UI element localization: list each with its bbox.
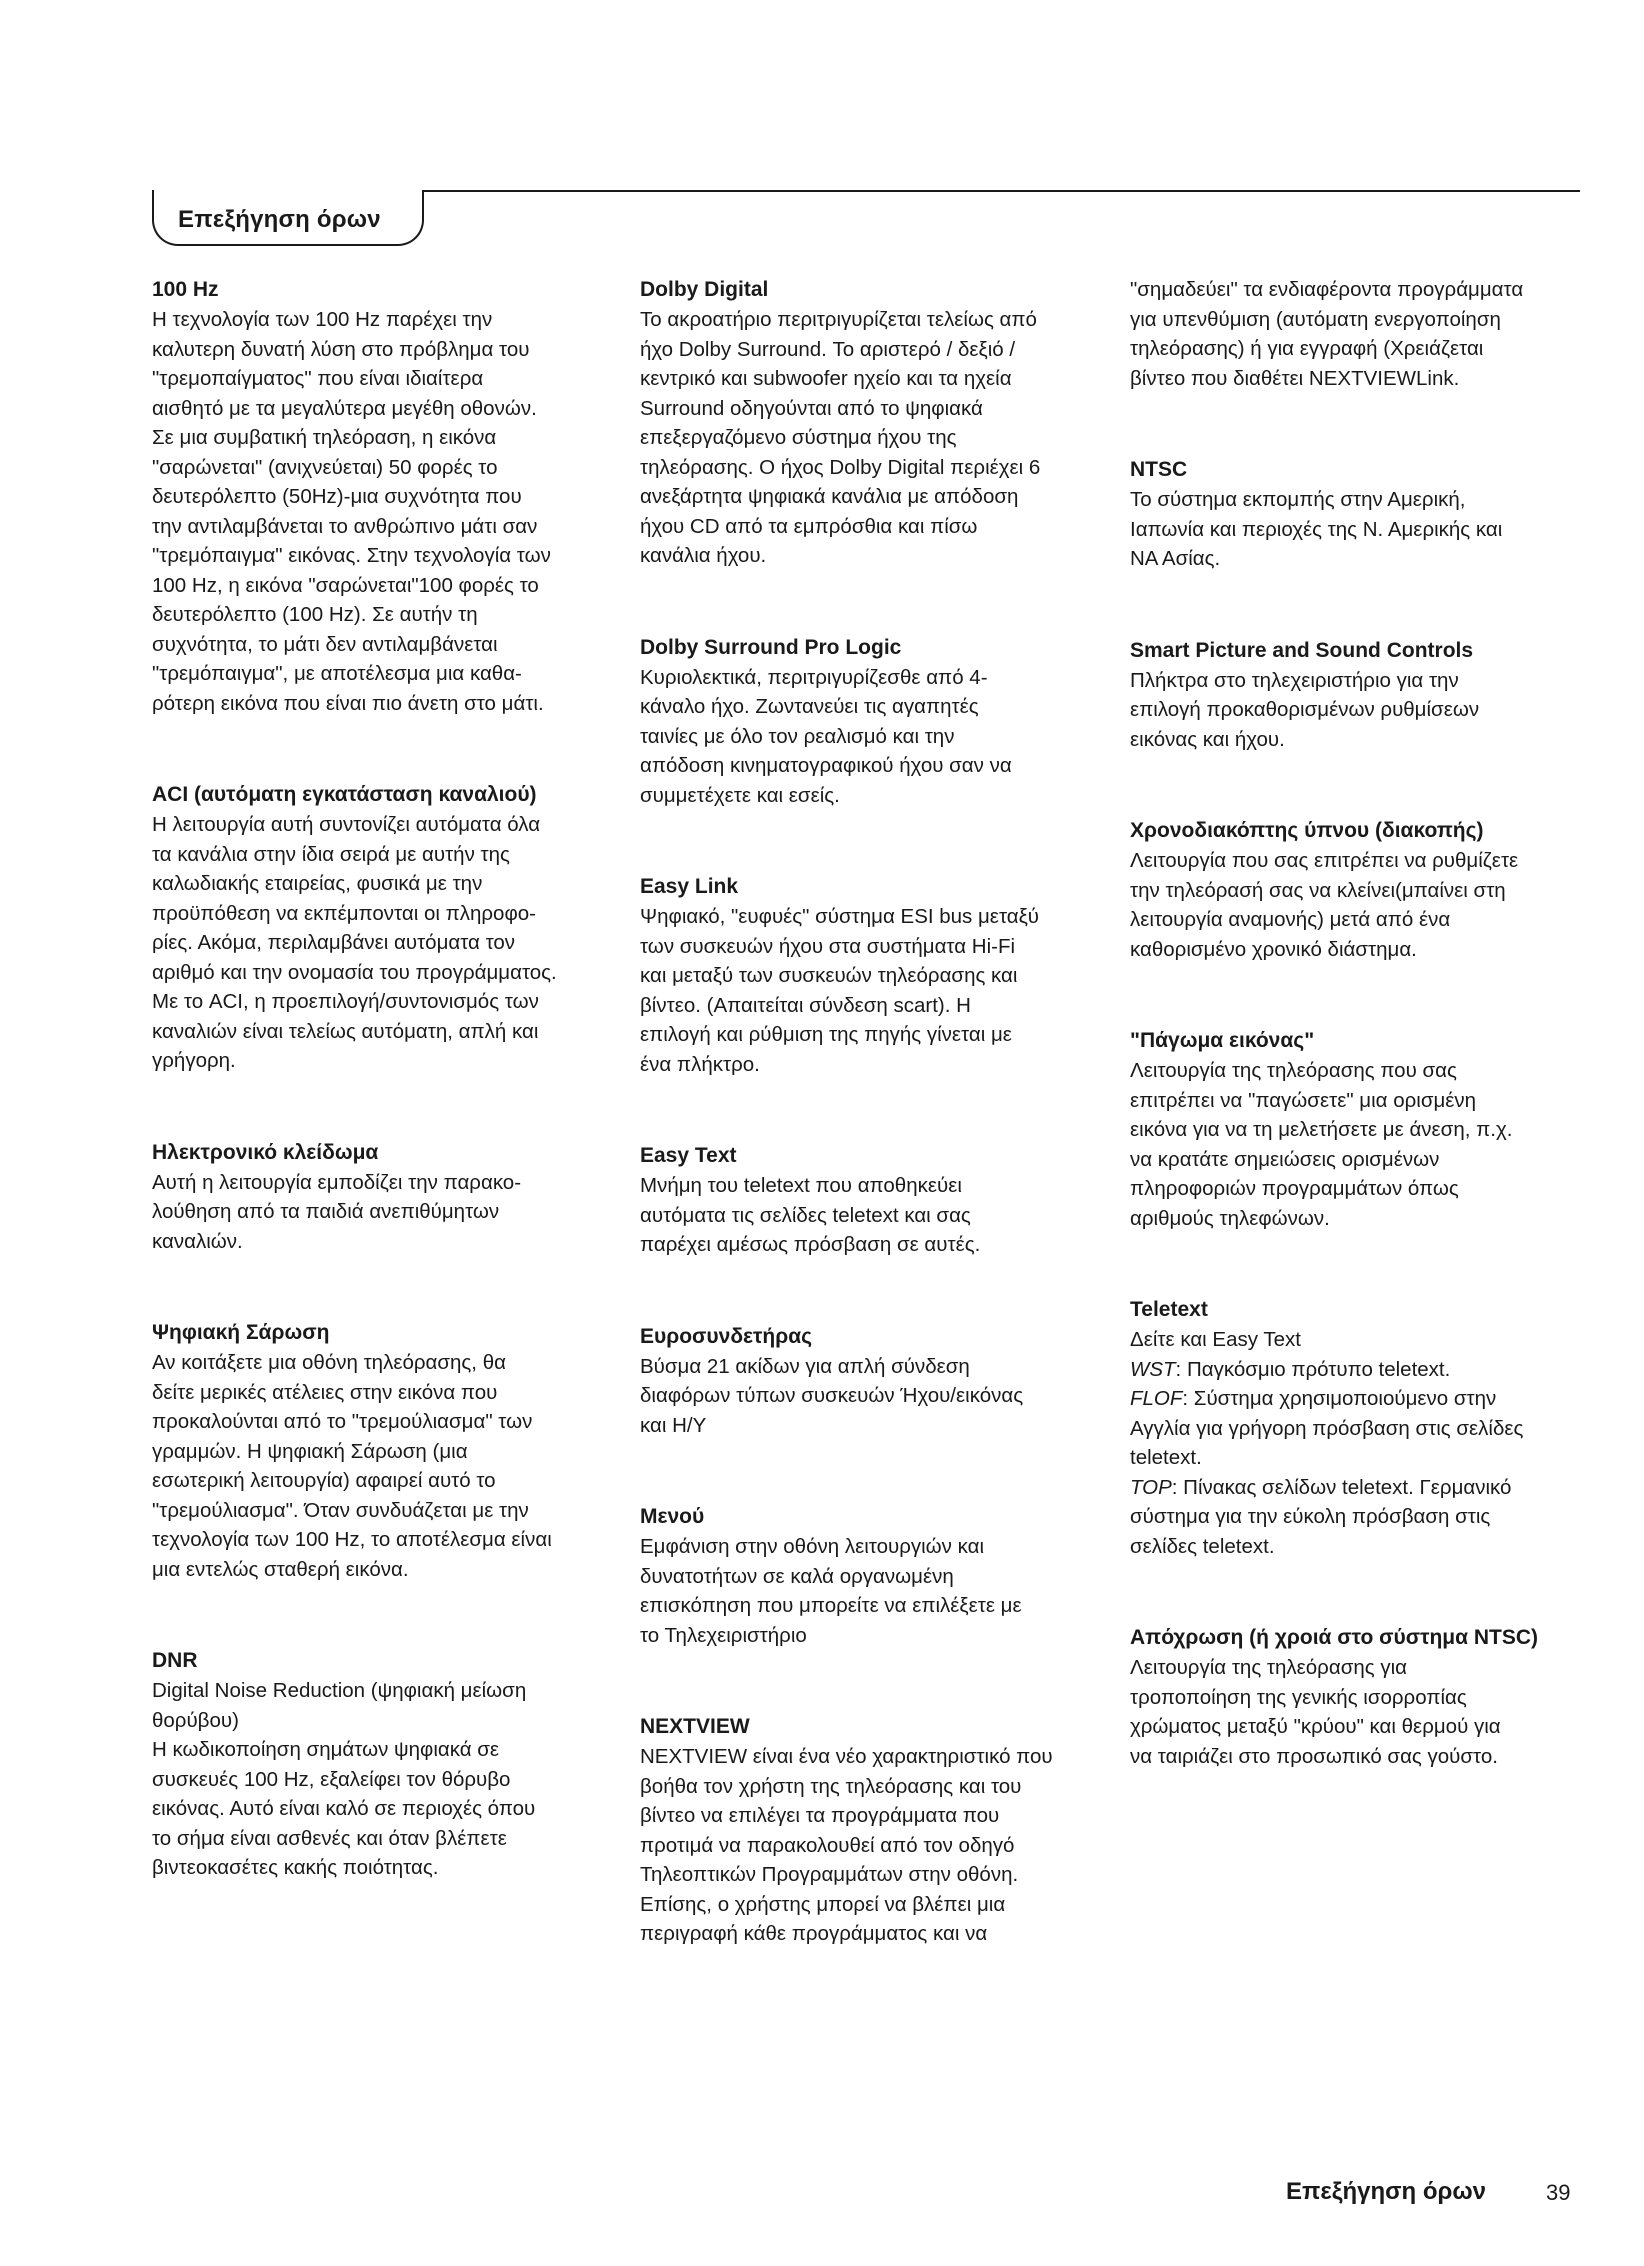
glossary-entry: [1130, 636, 1585, 755]
glossary-definition: [152, 1168, 607, 1257]
text-line: βίντεο να επιλέγει τα προγράμματα που: [640, 1804, 1000, 1827]
glossary-definition: [152, 1676, 607, 1883]
text-line: το Τηλεχειριστήριο: [640, 1623, 807, 1647]
text-line: [1130, 1502, 1585, 1532]
glossary-definition: [640, 663, 1095, 811]
glossary-definition: [640, 1352, 1095, 1441]
glossary-term: ACI (αυτόματη εγκατάσταση καναλιού): [152, 783, 537, 806]
glossary-entry: [640, 872, 1095, 1079]
text-line: [1130, 1473, 1585, 1503]
text-line: [1130, 1443, 1585, 1473]
text-line: συμμετέχετε και εσείς.: [640, 783, 840, 807]
text-line: κανάλια ήχου.: [640, 544, 767, 567]
entry-spacer: [152, 1584, 607, 1646]
text-line: δευτερόλεπτο (100 Hz). Σε αυτήν τη: [152, 603, 478, 626]
text-line: Βύσμα 21 ακίδων για απλή σύνδεση: [640, 1354, 970, 1378]
glossary-definition: [640, 902, 1095, 1079]
text-line: Λειτουργία που σας επιτρέπει να ρυθμίζετε: [1130, 849, 1519, 872]
glossary-term: Dolby Surround Pro Logic: [640, 635, 902, 659]
glossary-entry: [152, 1138, 607, 1257]
text-line: καναλιών.: [152, 1229, 243, 1253]
entry-spacer: [1130, 1561, 1585, 1623]
text-line: δευτερόλεπτο (50Hz)-μια συχνότητα που: [152, 485, 522, 508]
abbreviation: WST: [1130, 1357, 1176, 1381]
text-line: τηλεόρασης) ή για εγγραφή (Χρειάζεται: [1130, 337, 1484, 360]
text-line: Surround οδηγούνται από το ψηφιακά: [640, 396, 983, 420]
glossary-term: Ψηφιακή Σάρωση: [152, 1321, 330, 1344]
entry-spacer: [1130, 964, 1585, 1026]
text-line: επισκόπηση που μπορείτε να επιλέξετε με: [640, 1594, 1022, 1617]
page-number: 39: [1546, 2180, 1571, 2205]
text-line: "τρεμοπαίγματος" που είναι ιδιαίτερα: [152, 367, 484, 390]
text-line: προϋπόθεση να εκπέμπονται οι πληροφο-: [152, 901, 536, 925]
text-line: βίντεο που διαθέτει NEXTVIEWLink.: [1130, 366, 1460, 390]
glossary-entry: [1130, 1295, 1585, 1561]
text-line: και Η/Υ: [640, 1413, 707, 1437]
text-line: παρέχει αμέσως πρόσβαση σε αυτές.: [640, 1233, 981, 1256]
text-line: ήχου CD από τα εμπρόσθια και πίσω: [640, 514, 978, 538]
text-line: δυνατοτήτων σε καλά οργανωμένη: [640, 1564, 954, 1588]
text-line: δείτε μερικές ατέλειες στην εικόνα που: [152, 1380, 498, 1404]
text-line: επιλογή προκαθορισμένων ρυθμίσεων: [1130, 698, 1480, 721]
text-line: Κυριολεκτικά, περιτριγυρίζεσθε από 4-: [640, 665, 988, 689]
text-line: ανεξάρτητα ψηφιακά κανάλια με απόδοση: [640, 485, 1019, 508]
text-line: την αντιλαμβάνεται το ανθρώπινο μάτι σαν: [152, 514, 538, 538]
text-line: NEXTVIEW είναι ένα νέο χαρακτηριστικό που: [640, 1745, 1053, 1768]
text-line: να ταιριάζει στο προσωπικό σας γούστο.: [1130, 1744, 1498, 1768]
glossary-entry: [152, 780, 607, 1076]
text-line: [1130, 1414, 1585, 1444]
text-line: Αυτή η λειτουργία εμποδίζει την παρακο-: [152, 1170, 522, 1194]
text-line: Ιαπωνία και περιοχές της Ν. Αμερικής και: [1130, 517, 1503, 541]
text-line: Digital Noise Reduction (ψηφιακή μείωση: [152, 1679, 527, 1702]
text-line: Πλήκτρα στο τηλεχειριστήριο για την: [1130, 668, 1459, 692]
text-line: προκαλούνται από το "τρεμούλιασμα" των: [152, 1410, 533, 1433]
text-line: Δείτε και Easy Text: [1130, 1328, 1301, 1351]
footer-title: Επεξήγηση όρων: [1286, 2178, 1487, 2205]
glossary-definition: [640, 1532, 1095, 1650]
glossary-term: Μενού: [640, 1505, 705, 1528]
glossary-definition: [640, 1171, 1095, 1260]
entry-spacer: [152, 1076, 607, 1138]
glossary-entry: [152, 275, 607, 718]
glossary-term: Ηλεκτρονικό κλείδωμα: [152, 1140, 379, 1164]
glossary-term: NEXTVIEW: [640, 1715, 750, 1738]
text-line: αισθητό με τα μεγαλύτερα μεγέθη οθονών.: [152, 396, 537, 420]
page-title: Επεξήγηση όρων: [178, 206, 381, 233]
text-line: πληροφοριών προγραμμάτων όπως: [1130, 1177, 1459, 1200]
glossary-definition: [152, 305, 607, 718]
glossary-definition: [1130, 1325, 1585, 1561]
glossary-term: Easy Link: [640, 875, 739, 898]
text-line: Ψηφιακό, "ευφυές" σύστημα ESI bus μεταξύ: [640, 905, 1039, 928]
definition-text: : Σύστημα χρησιμοποιούμενο στην: [1182, 1387, 1497, 1410]
glossary-entry: [1130, 1026, 1585, 1233]
text-line: κάναλο ήχο. Ζωντανεύει τις αγαπητές: [640, 695, 979, 718]
text-line: λούθηση από τα παιδιά ανεπιθύμητων: [152, 1200, 500, 1223]
entry-spacer: [640, 1079, 1095, 1141]
text-line: βίντεο. (Απαιτείται σύνδεση scart). Η: [640, 993, 971, 1017]
text-line: αυτόματα τις σελίδες teletext και σας: [640, 1203, 971, 1227]
glossary-entry: [640, 1712, 1095, 1949]
text-line: τηλεόρασης. Ο ήχος Dolby Digital περιέχει 6: [640, 455, 1041, 479]
text-line: συσκευές 100 Hz, εξαλείφει τον θόρυβο: [152, 1767, 511, 1791]
text-line: Με το ACI, η προεπιλογή/συντονισμός των: [152, 990, 539, 1013]
text-line: μια εντελώς σταθερή εικόνα.: [152, 1557, 409, 1581]
entry-spacer: [1130, 393, 1585, 455]
glossary-definition: [640, 305, 1095, 571]
text-line: να κρατάτε σημειώσεις ορισμένων: [1130, 1147, 1440, 1171]
column-2: [640, 275, 1095, 1949]
glossary-term: Dolby Digital: [640, 278, 769, 301]
text-line: βοήθα τον χρήστη της τηλεόρασης και του: [640, 1774, 1022, 1798]
text-line: τροποποίηση της γενικής ισορροπίας: [1130, 1685, 1467, 1709]
entry-spacer: [152, 1256, 607, 1318]
text-line: ΝΑ Ασίας.: [1130, 547, 1221, 570]
text-line: κεντρικό και subwoofer ηχείο και τα ηχεία: [640, 367, 1012, 390]
text-line: ρίες. Ακόμα, περιλαμβάνει αυτόματα τον: [152, 931, 516, 954]
glossary-definition: [1130, 1056, 1585, 1233]
abbreviation: FLOF: [1130, 1387, 1183, 1410]
text-line: Το ακροατήριο περιτριγυρίζεται τελείως από: [640, 308, 1037, 331]
text-line: Επίσης, ο χρήστης μπορεί να βλέπει μια: [640, 1892, 1006, 1916]
text-line: επιτρέπει να "παγώσετε" μια ορισμένη: [1130, 1088, 1477, 1112]
entry-spacer: [640, 1260, 1095, 1322]
glossary-entry: [640, 275, 1095, 571]
text-line: ένα πλήκτρο.: [640, 1052, 760, 1076]
glossary-term: Smart Picture and Sound Controls: [1130, 638, 1474, 662]
glossary-entry: [1130, 275, 1585, 393]
text-line: "τρεμόπαιγμα", με αποτέλεσμα μια καθα-: [152, 662, 522, 685]
glossary-term: Ευροσυνδετήρας: [640, 1324, 813, 1348]
glossary-entry: [640, 633, 1095, 811]
entry-spacer: [1130, 574, 1585, 636]
text-line: [1130, 1532, 1585, 1562]
entry-spacer: [640, 810, 1095, 872]
text-line: τεχνολογία των 100 Hz, το αποτέλεσμα είναι: [152, 1528, 552, 1551]
text-line: αριθμό και την ονομασία του προγράμματος.: [152, 960, 557, 984]
text-line: Το σύστημα εκπομπής στην Αμερική,: [1130, 488, 1466, 511]
text-line: Λειτουργία της τηλεόρασης για: [1130, 1656, 1407, 1679]
text-line: γρήγορη.: [152, 1049, 236, 1072]
text-line: "τρεμόπαιγμα" εικόνας. Στην τεχνολογία των: [152, 544, 551, 567]
text-line: Η λειτουργία αυτή συντονίζει αυτόματα όλα: [152, 813, 541, 836]
glossary-definition: [1130, 485, 1585, 574]
text-line: επεξεργαζόμενο σύστημα ήχου της: [640, 426, 957, 449]
glossary-entry: [152, 1646, 607, 1883]
text-line: θορύβου): [152, 1708, 239, 1732]
text-line: απόδοση κινηματογραφικού ήχου σαν να: [640, 754, 1012, 777]
text-line: Μνήμη του teletext που αποθηκεύει: [640, 1174, 962, 1197]
glossary-definition: [152, 810, 607, 1076]
text-line: εικόνας και ήχου.: [1130, 727, 1285, 751]
entry-spacer: [1130, 754, 1585, 816]
glossary-term: 100 Hz: [152, 278, 219, 301]
text-line: επιλογή και ρύθμιση της πηγής γίνεται με: [640, 1023, 1012, 1046]
text-line: των συσκευών ήχου στα συστήματα Hi-Fi: [640, 934, 1016, 958]
text-line: καλωδιακής εταιρείας, φυσικά με την: [152, 872, 483, 895]
abbreviation: TOP: [1130, 1475, 1172, 1499]
text-line: εικόνας. Αυτό είναι καλό σε περιοχές όπου: [152, 1797, 536, 1820]
glossary-term: NTSC: [1130, 458, 1188, 481]
glossary-definition: [640, 1742, 1095, 1949]
definition-text: : Πίνακας σελίδων teletext. Γερμανικό: [1171, 1475, 1512, 1499]
glossary-entry: [1130, 1623, 1585, 1771]
text-line: για υπενθύμιση (αυτόματη ενεργοποίηση: [1130, 307, 1501, 331]
text-line: διαφόρων τύπων συσκευών Ήχου/εικόνας: [640, 1384, 1024, 1407]
entry-spacer: [1130, 1233, 1585, 1295]
glossary-term: Easy Text: [640, 1144, 737, 1167]
definition-text: σελίδες teletext.: [1130, 1534, 1275, 1558]
text-line: ήχο Dolby Surround. Το αριστερό / δεξιό /: [640, 337, 1016, 361]
glossary-entry: [640, 1502, 1095, 1650]
text-line: Η τεχνολογία των 100 Hz παρέχει την: [152, 308, 493, 331]
text-line: "σημαδεύει" τα ενδιαφέροντα προγράμματα: [1130, 278, 1524, 301]
definition-text: teletext.: [1130, 1446, 1202, 1469]
text-line: καθορισμένο χρονικό διάστημα.: [1130, 937, 1417, 961]
glossary-entry: [640, 1141, 1095, 1260]
entry-spacer: [152, 718, 607, 780]
glossary-entry: [640, 1322, 1095, 1441]
text-line: εικόνα για να τη μελετήσετε με άνεση, π.χ.: [1130, 1118, 1513, 1141]
text-line: περιγραφή κάθε προγράμματος και να: [640, 1922, 988, 1945]
glossary-definition: [1130, 275, 1585, 393]
glossary-term: DNR: [152, 1649, 198, 1672]
text-line: Εμφάνιση στην οθόνη λειτουργιών και: [640, 1535, 985, 1558]
text-line: [1130, 1384, 1585, 1414]
text-line: συχνότητα, το μάτι δεν αντιλαμβάνεται: [152, 632, 498, 656]
text-line: Η κωδικοποίηση σημάτων ψηφιακά σε: [152, 1738, 500, 1761]
text-line: [1130, 1355, 1585, 1385]
text-line: "σαρώνεται" (ανιχνεύεται) 50 φορές το: [152, 455, 498, 479]
text-line: την τηλεόρασή σας να κλείνει(μπαίνει στη: [1130, 878, 1506, 902]
text-line: χρώματος μεταξύ "κρύου" και θερμού για: [1130, 1715, 1501, 1738]
column-1: [152, 275, 607, 1883]
text-line: ρότερη εικόνα που είναι πιο άνετη στο μάτι.: [152, 691, 544, 715]
text-line: Σε μια συμβατική τηλεόραση, η εικόνα: [152, 426, 497, 449]
text-line: και μεταξύ των συσκευών τηλεόρασης και: [640, 964, 1018, 987]
glossary-definition: [1130, 1653, 1585, 1771]
text-line: αριθμούς τηλεφώνων.: [1130, 1206, 1330, 1230]
column-3: [1130, 275, 1585, 1771]
text-line: Αν κοιτάξετε μια οθόνη τηλεόρασης, θα: [152, 1351, 506, 1374]
text-line: καναλιών είναι τελείως αυτόματη, απλή και: [152, 1019, 539, 1043]
glossary-entry: [1130, 455, 1585, 574]
text-line: γραμμών. Η ψηφιακή Σάρωση (μια: [152, 1439, 468, 1463]
entry-spacer: [640, 571, 1095, 633]
definition-text: : Παγκόσμιο πρότυπο teletext.: [1175, 1357, 1451, 1381]
text-line: Τηλεοπτικών Προγραμμάτων στην οθόνη.: [640, 1863, 1019, 1886]
glossary-term: Χρονοδιακόπτης ύπνου (διακοπής): [1130, 819, 1484, 842]
glossary-definition: [1130, 846, 1585, 964]
text-line: ταινίες με όλο τον ρεαλισμό και την: [640, 724, 955, 748]
glossary-term: "Πάγωμα εικόνας": [1130, 1029, 1315, 1052]
text-line: τα κανάλια στην ίδια σειρά με αυτήν της: [152, 842, 510, 866]
text-line: προτιμά να παρακολουθεί από τον οδηγό: [640, 1833, 1015, 1857]
definition-text: Αγγλία για γρήγορη πρόσβαση στις σελίδες: [1130, 1416, 1524, 1440]
entry-spacer: [640, 1650, 1095, 1712]
text-line: καλυτερη δυνατή λύση στο πρόβλημα του: [152, 337, 530, 361]
text-line: Λειτουργία της τηλεόρασης που σας: [1130, 1059, 1457, 1082]
definition-text: σύστημα για την εύκολη πρόσβαση στις: [1130, 1505, 1491, 1528]
text-line: εσωτερική λειτουργία) αφαιρεί αυτό το: [152, 1469, 496, 1492]
glossary-term: Teletext: [1130, 1298, 1208, 1321]
text-line: βιντεοκασέτες κακής ποιότητας.: [152, 1856, 439, 1879]
glossary-definition: [1130, 666, 1585, 755]
entry-spacer: [640, 1440, 1095, 1502]
glossary-entry: [1130, 816, 1585, 964]
glossary-term: Απόχρωση (ή χροιά στο σύστημα NTSC): [1130, 1626, 1539, 1649]
glossary-entry: [152, 1318, 607, 1584]
text-line: "τρεμούλιασμα". Όταν συνδυάζεται με την: [152, 1498, 529, 1522]
text-line: λειτουργία αναμονής) μετά από ένα: [1130, 908, 1451, 931]
glossary-definition: [152, 1348, 607, 1584]
text-line: το σήμα είναι ασθενές και όταν βλέπετε: [152, 1826, 507, 1850]
text-line: 100 Hz, η εικόνα "σαρώνεται"100 φορές το: [152, 573, 539, 597]
